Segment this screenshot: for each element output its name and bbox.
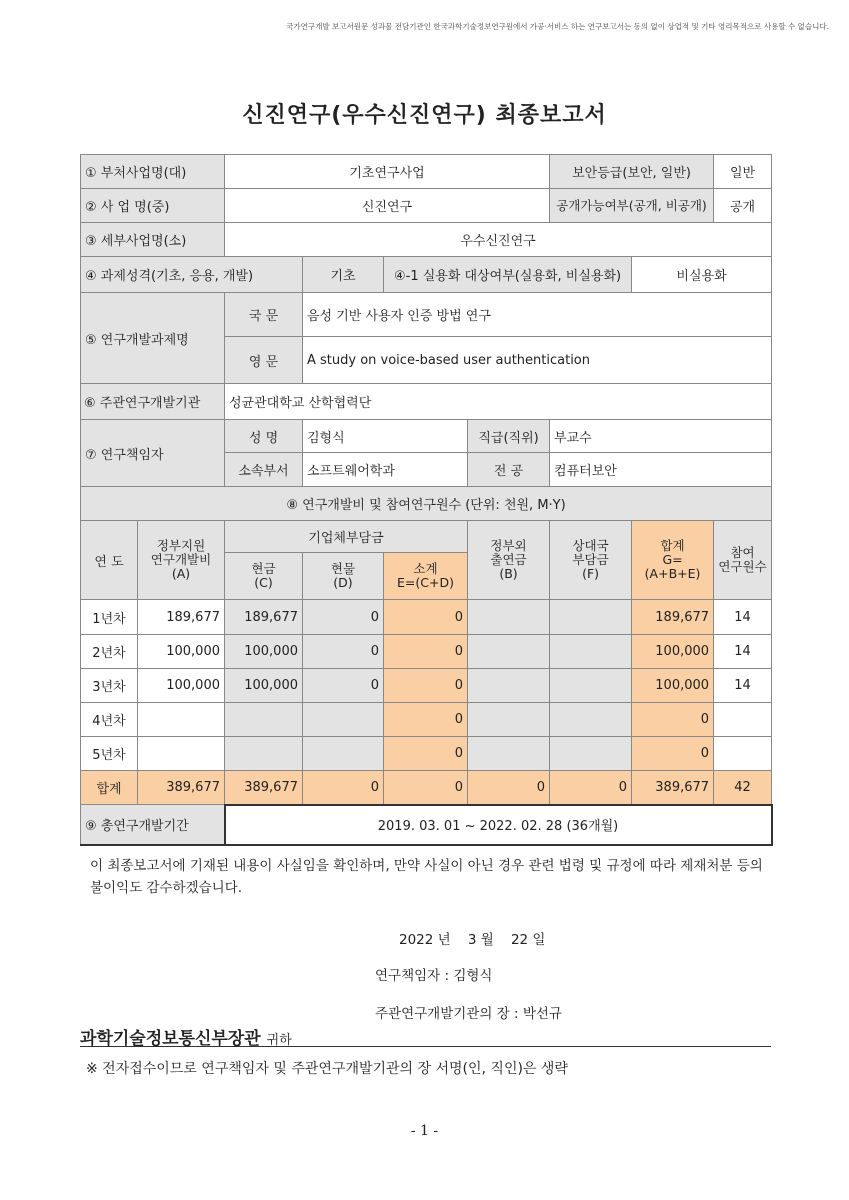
disclosure-label: 공개가능여부(공개, 비공개): [550, 189, 714, 223]
project-title-label: ⑤ 연구개발과제명: [81, 293, 225, 384]
budget-header-nongov: 정부외 출연금 (B): [468, 521, 550, 600]
gov-cell: 189,677: [138, 600, 225, 635]
sum-cash-cell: 389,677: [225, 771, 303, 805]
budget-row-year3: [81, 669, 772, 703]
subtotal-cell: 0: [384, 737, 468, 771]
year-cell: 1년차: [81, 600, 138, 635]
nongov-cell: [468, 600, 550, 635]
partner-cell: [550, 600, 632, 635]
sum-year-cell: 합계: [81, 771, 138, 805]
subprogram-value: 우수신진연구: [225, 223, 772, 257]
budget-row-year2: [81, 635, 772, 669]
budget-header-row-1: [81, 521, 772, 553]
gov-cell: [138, 703, 225, 737]
project-type-value: 기초: [303, 257, 384, 293]
researcher-position-value: 부교수: [550, 420, 772, 453]
report-date: 2022 년 3 월 22 일: [399, 932, 546, 948]
institution-value: 성균관대학교 산학협력단: [225, 384, 772, 420]
total-cell: 0: [632, 703, 714, 737]
budget-row-year5: [81, 737, 772, 771]
budget-header-gov: 정부지원 연구개발비 (A): [138, 521, 225, 600]
form-row-period: [81, 805, 772, 845]
kind-cell: [303, 703, 384, 737]
esign-note: ※ 전자접수이므로 연구책임자 및 주관연구개발기관의 장 서명(인, 직인)은 생략: [86, 1061, 568, 1077]
addressee-line: [80, 1024, 771, 1047]
budget-header-researchers: 참여 연구원수: [714, 521, 772, 600]
budget-header-kind: 현물 (D): [303, 553, 384, 600]
kind-cell: [303, 737, 384, 771]
budget-header-partner: 상대국 부담금 (F): [550, 521, 632, 600]
form-row-ministry-program: [81, 155, 772, 189]
page-title: 신진연구(우수신진연구) 최종보고서: [242, 103, 607, 128]
title-kor-value: 음성 기반 사용자 인증 방법 연구: [303, 293, 772, 337]
gov-cell: 100,000: [138, 669, 225, 703]
sum-kind-cell: 0: [303, 771, 384, 805]
total-cell: 100,000: [632, 669, 714, 703]
gov-cell: 100,000: [138, 635, 225, 669]
form-row-subprogram: [81, 223, 772, 257]
addressee-suffix: 귀하: [266, 1033, 292, 1048]
title-eng-label: 영 문: [225, 337, 303, 384]
program-label: ② 사 업 명(중): [81, 189, 225, 223]
researchers-cell: [714, 737, 772, 771]
partner-cell: [550, 635, 632, 669]
budget-header-subtotal: 소계 E=(C+D): [384, 553, 468, 600]
cash-cell: [225, 703, 303, 737]
researcher-major-value: 컴퓨터보안: [550, 453, 772, 487]
security-level-label: 보안등급(보안, 일반): [550, 155, 714, 189]
sum-gov-cell: 389,677: [138, 771, 225, 805]
budget-section-title: ⑧ 연구개발비 및 참여연구원수 (단위: 천원, M·Y): [81, 487, 772, 521]
practical-use-value: 비실용화: [632, 257, 772, 293]
subtotal-cell: 0: [384, 703, 468, 737]
copyright-notice: 국가연구개발 보고서원문 성과물 전담기관인 한국과학기술정보연구원에서 가공·서비스 하는 연구보고서는 동의 없이 상업적 및 기타 영리목적으로 사용할 수 없습니다.: [286, 22, 829, 31]
cash-cell: 189,677: [225, 600, 303, 635]
budget-header-year: 연 도: [81, 521, 138, 600]
ministry-program-label: ① 부처사업명(대): [81, 155, 225, 189]
sum-partner-cell: 0: [550, 771, 632, 805]
total-cell: 0: [632, 737, 714, 771]
budget-row-year1: [81, 600, 772, 635]
form-row-institution: [81, 384, 772, 420]
researcher-position-label: 직급(직위): [468, 420, 550, 453]
subtotal-cell: 0: [384, 669, 468, 703]
responsible-researcher: 연구책임자 : 김형식: [375, 968, 493, 984]
gov-cell: [138, 737, 225, 771]
sum-researchers-cell: 42: [714, 771, 772, 805]
total-cell: 100,000: [632, 635, 714, 669]
researcher-name-label: 성 명: [225, 420, 303, 453]
title-eng-value: A study on voice-based user authentication: [303, 337, 772, 384]
researchers-cell: 14: [714, 600, 772, 635]
partner-cell: [550, 703, 632, 737]
researcher-name-value: 김형식: [303, 420, 468, 453]
institution-head: 주관연구개발기관의 장 : 박선규: [375, 1006, 562, 1022]
disclosure-value: 공개: [714, 189, 772, 223]
form-row-researcher-name: [81, 420, 772, 453]
form-row-budget-title: [81, 487, 772, 521]
year-cell: 3년차: [81, 669, 138, 703]
researcher-dept-value: 소프트웨어학과: [303, 453, 468, 487]
program-value: 신진연구: [225, 189, 550, 223]
cash-cell: 100,000: [225, 635, 303, 669]
form-row-program: [81, 189, 772, 223]
practical-use-label: ④-1 실용화 대상여부(실용화, 비실용화): [384, 257, 632, 293]
report-form-table: [80, 154, 773, 846]
budget-header-cash: 현금 (C): [225, 553, 303, 600]
sum-subtotal-cell: 0: [384, 771, 468, 805]
security-level-value: 일반: [714, 155, 772, 189]
subtotal-cell: 0: [384, 600, 468, 635]
budget-row-year4: [81, 703, 772, 737]
researchers-cell: 14: [714, 635, 772, 669]
partner-cell: [550, 669, 632, 703]
nongov-cell: [468, 635, 550, 669]
researcher-dept-label: 소속부서: [225, 453, 303, 487]
cash-cell: 100,000: [225, 669, 303, 703]
partner-cell: [550, 737, 632, 771]
ministry-program-value: 기초연구사업: [225, 155, 550, 189]
subprogram-label: ③ 세부사업명(소): [81, 223, 225, 257]
title-kor-label: 국 문: [225, 293, 303, 337]
period-value: 2019. 03. 01 ~ 2022. 02. 28 (36개월): [225, 805, 772, 845]
year-cell: 5년차: [81, 737, 138, 771]
sum-nongov-cell: 0: [468, 771, 550, 805]
form-row-title-kor: [81, 293, 772, 337]
year-cell: 2년차: [81, 635, 138, 669]
researchers-cell: [714, 703, 772, 737]
kind-cell: 0: [303, 635, 384, 669]
budget-header-total: 합계 G=(A+B+E): [632, 521, 714, 600]
kind-cell: 0: [303, 669, 384, 703]
cash-cell: [225, 737, 303, 771]
year-cell: 4년차: [81, 703, 138, 737]
institution-label: ⑥ 주관연구개발기관: [81, 384, 225, 420]
kind-cell: 0: [303, 600, 384, 635]
nongov-cell: [468, 703, 550, 737]
researcher-label: ⑦ 연구책임자: [81, 420, 225, 487]
budget-header-corp: 기업체부담금: [225, 521, 468, 553]
project-type-label: ④ 과제성격(기초, 응용, 개발): [81, 257, 303, 293]
period-label: ⑨ 총연구개발기간: [81, 805, 225, 845]
nongov-cell: [468, 669, 550, 703]
subtotal-cell: 0: [384, 635, 468, 669]
confirmation-statement: 이 최종보고서에 기재된 내용이 사실임을 확인하며, 만약 사실이 아닌 경우 관련 법령 및 규정에 따라 제재처분 등의 불이익도 감수하겠습니다.: [90, 858, 763, 896]
researcher-major-label: 전 공: [468, 453, 550, 487]
form-row-project-type: [81, 257, 772, 293]
minister-name: 과학기술정보통신부장관: [80, 1029, 261, 1049]
total-cell: 189,677: [632, 600, 714, 635]
page-number: - 1 -: [410, 1123, 439, 1139]
budget-row-sum: [81, 771, 772, 805]
nongov-cell: [468, 737, 550, 771]
researchers-cell: 14: [714, 669, 772, 703]
sum-total-cell: 389,677: [632, 771, 714, 805]
